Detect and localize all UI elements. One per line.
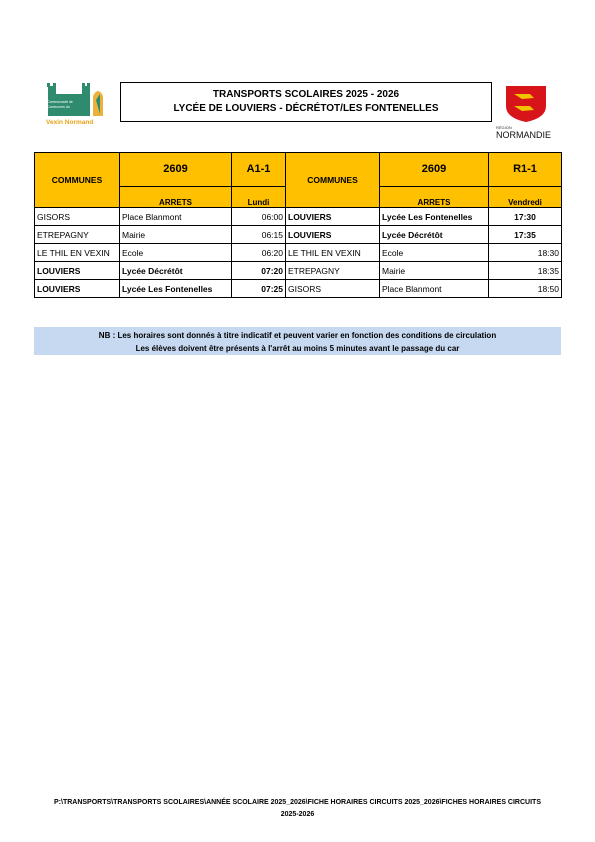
logo-left-text2: Communes du (47, 105, 70, 109)
logo-left-brand: Vexin Normand (46, 119, 94, 126)
commune-cell: LOUVIERS (35, 262, 120, 280)
commune-cell: LOUVIERS (286, 208, 380, 226)
time-cell: 17:35 (489, 226, 562, 244)
table-row (35, 208, 562, 226)
header-communes-right: COMMUNES (286, 153, 380, 208)
title-box (120, 82, 492, 122)
title-line1: TRANSPORTS SCOLAIRES 2025 - 2026 (212, 89, 400, 100)
info-note (34, 327, 561, 355)
header-day-left: Lundi (232, 186, 286, 207)
table-row (35, 280, 562, 298)
footer-line2: 2025-2026 (280, 811, 315, 818)
commune-cell: GISORS (286, 280, 380, 298)
header-circuit-right: 2609 (380, 153, 489, 187)
header-row-top (35, 153, 562, 187)
region-label: NORMANDIE (496, 130, 552, 140)
stop-cell: Ecole (120, 244, 232, 262)
header-arrets-left: ARRETS (120, 186, 232, 207)
header-circuit-left: 2609 (120, 153, 232, 187)
time-cell: 06:00 (232, 208, 286, 226)
stop-cell: Mairie (380, 262, 489, 280)
commune-cell: ETREPAGNY (286, 262, 380, 280)
stop-cell: Lycée Les Fontenelles (380, 208, 489, 226)
title-line2: LYCÉE DE LOUVIERS - DÉCRÉTOT/LES FONTENELLES (173, 103, 439, 114)
table-row (35, 226, 562, 244)
footer-line1: P:\TRANSPORTS\TRANSPORTS SCOLAIRES\ANNÉE SCOLAIRE 2025_2026\FICHE HORAIRES CIRCUITS 2025_2026\FICHES HORAIRES CIRCUITS (54, 799, 541, 806)
time-cell: 18:30 (489, 244, 562, 262)
time-cell: 06:15 (232, 226, 286, 244)
time-cell: 17:30 (489, 208, 562, 226)
normandie-logo (496, 84, 560, 142)
table-row (35, 244, 562, 262)
header-code-right: R1-1 (489, 153, 562, 187)
vexin-normand-logo (44, 80, 108, 130)
commune-cell: LOUVIERS (35, 280, 120, 298)
time-cell: 06:20 (232, 244, 286, 262)
commune-cell: GISORS (35, 208, 120, 226)
stop-cell: Lycée Décrétôt (120, 262, 232, 280)
table-row (35, 262, 562, 280)
time-cell: 07:25 (232, 280, 286, 298)
stop-cell: Lycée Les Fontenelles (120, 280, 232, 298)
stop-cell: Mairie (120, 226, 232, 244)
stop-cell: Ecole (380, 244, 489, 262)
file-path-footer (20, 797, 575, 821)
header-code-left: A1-1 (232, 153, 286, 187)
schedule-table (34, 152, 562, 298)
commune-cell: ETREPAGNY (35, 226, 120, 244)
stop-cell: Place Blanmont (380, 280, 489, 298)
time-cell: 18:35 (489, 262, 562, 280)
commune-cell: LOUVIERS (286, 226, 380, 244)
stop-cell: Lycée Décrétôt (380, 226, 489, 244)
region-small-label: RÉGION (496, 125, 512, 130)
time-cell: 07:20 (232, 262, 286, 280)
stop-cell: Place Blanmont (120, 208, 232, 226)
note-line1: NB : Les horaires sont donnés à titre indicatif et peuvent varier en fonction des conditions de circulation (98, 331, 497, 340)
commune-cell: LE THIL EN VEXIN (35, 244, 120, 262)
header-day-right: Vendredi (489, 186, 562, 207)
header-communes-left: COMMUNES (35, 153, 120, 208)
commune-cell: LE THIL EN VEXIN (286, 244, 380, 262)
time-cell: 18:50 (489, 280, 562, 298)
logo-left-text1: Communauté de (47, 100, 73, 104)
header-arrets-right: ARRETS (380, 186, 489, 207)
note-line2: Les élèves doivent être présents à l'arrêt au moins 5 minutes avant le passage du car (135, 344, 460, 353)
